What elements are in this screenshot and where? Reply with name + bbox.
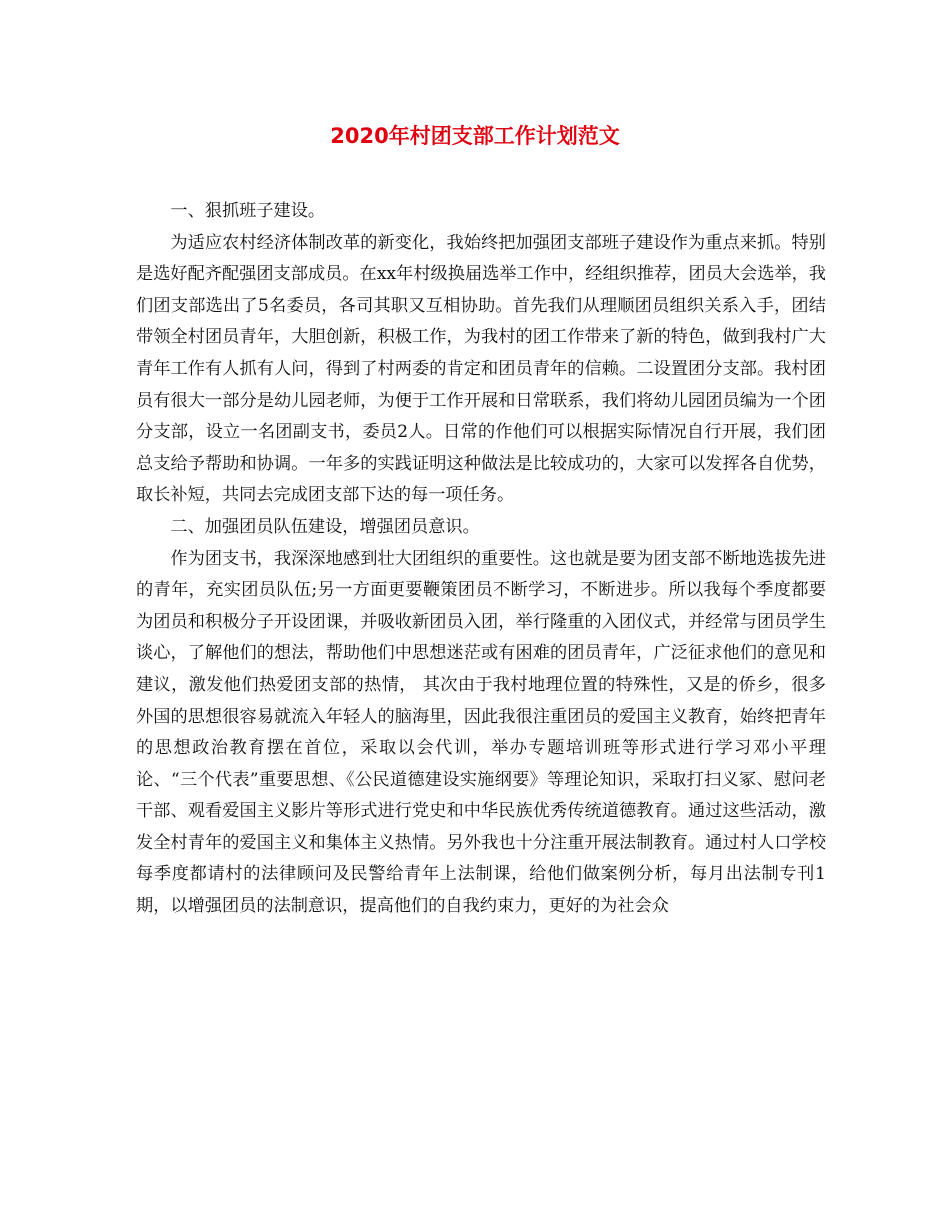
paragraph-section-2: 作为团支书，我深深地感到壮大团组织的重要性。这也就是要为团支部不断地选拔先进的青年，充实团员队伍;另一方面更要鞭策团员不断学习，不断进步。所以我每个季度都要为团员和积极分子开设团课，并吸收新团员入团，举行隆重的入团仪式，并经常与团员学生谈心，了解他们的想法，帮助他们中思想迷茫或有困难的团员青年，广泛征求他们的意见和建议，激发他们热爱团支部的热情， 其次由于我村地理位置的特殊性，又是的侨乡，很多外国的思想很容易就流入年轻人的脑海里，因此我很注重团员的爱国主义教育，始终把青年的思想政治教育摆在首位，采取以会代训，举办专题培训班等形式进行学习邓小平理论、“三个代表”重要思想、《公民道德建设实施纲要》等理论知识，采取打扫义冢、慰问老干部、观看爱国主义影片等形式进行党史和中华民族优秀传统道德教育。通过这些活动，激发全村青年的爱国主义和集体主义热情。另外我也十分注重开展法制教育。通过村人口学校每季度都请村的法律顾问及民警给青年上法制课，给他们做案例分析，每月出法制专刊1期，以增强团员的法制意识，提高他们的自我约束力，更好的为社会众	[136, 548, 826, 917]
document-body	[136, 196, 826, 923]
heading-section-1: 一、狠抓班子建设。	[170, 201, 326, 221]
paragraph-section-1: 为适应农村经济体制改革的新变化，我始终把加强团支部班子建设作为重点来抓。特别是选好配齐配强团支部成员。在xx年村级换届选举工作中，经组织推荐，团员大会选举，我们团支部选出了5名委员，各司其职又互相协助。首先我们从理顺团员组织关系入手，团结带领全村团员青年，大胆创新，积极工作，为我村的团工作带来了新的特色，做到我村广大青年工作有人抓有人问，得到了村两委的肯定和团员青年的信赖。二设置团分支部。我村团员有很大一部分是幼儿园老师，为便于工作开展和日常联系，我们将幼儿园团员编为一个团分支部，设立一名团副支书，委员2人。日常的作他们可以根据实际情况自行开展，我们团总支给予帮助和协调。一年多的实践证明这种做法是比较成功的，大家可以发挥各自优势，取长补短，共同去完成团支部下达的每一项任务。	[136, 232, 826, 506]
document-title: 2020年村团支部工作计划范文	[330, 124, 620, 148]
heading-section-2: 二、加强团员队伍建设，增强团员意识。	[170, 516, 480, 537]
